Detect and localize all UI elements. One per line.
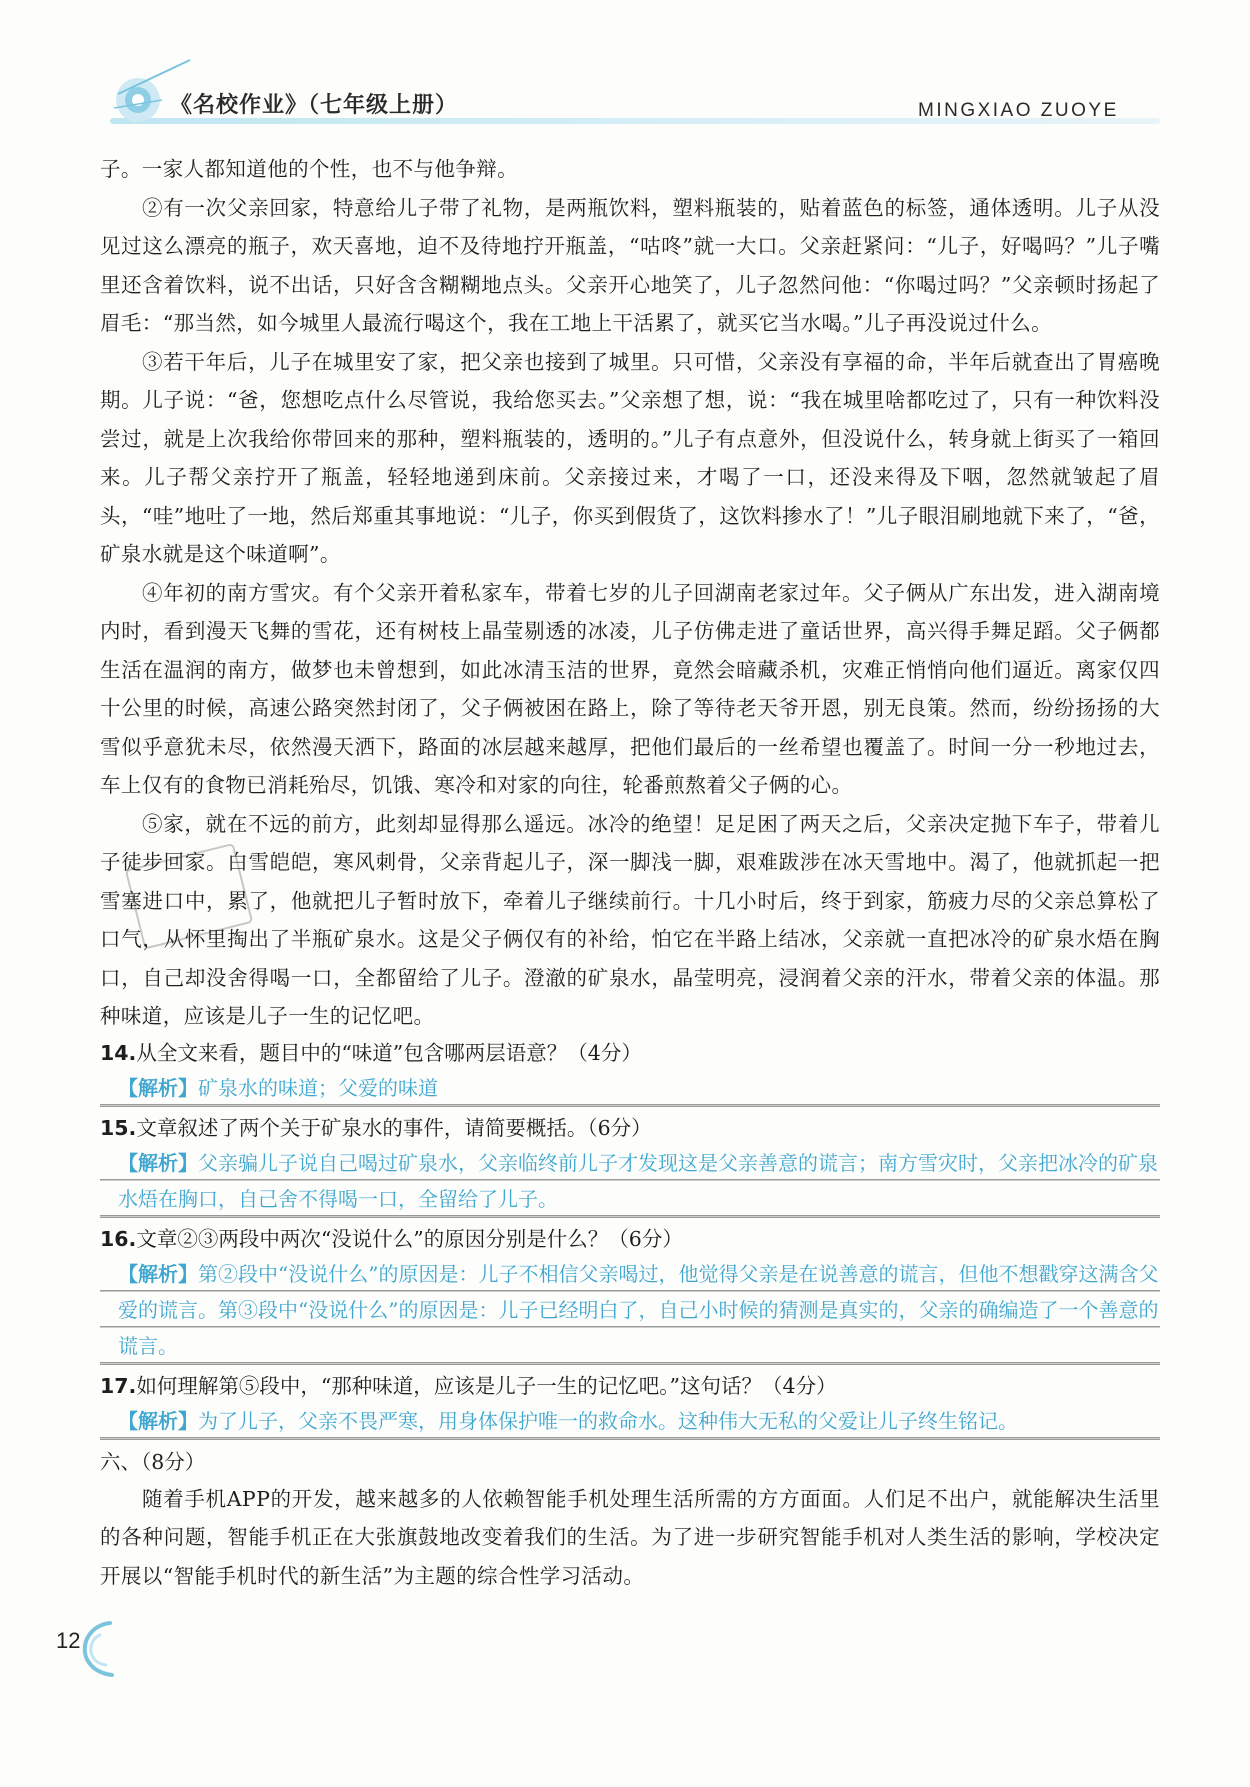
passage-paragraph-2: ②有一次父亲回家，特意给儿子带了礼物，是两瓶饮料，塑料瓶装的，贴着蓝色的标签，通体透明。儿子从没见过这么漂亮的瓶子，欢天喜地，迫不及待地拧开瓶盖，“咕咚”就一大口。父亲赶紧问：“儿子，好喝吗？”儿子嘴里还含着饮料，说不出话，只好含含糊糊地点头。父亲开心地笑了，儿子忽然问他：“你喝过吗？”父亲顿时扬起了眉毛：“那当然，如今城里人最流行喝这个，我在工地上干活累了，就买它当水喝。”儿子再没说过什么。: [100, 195, 1160, 335]
question-14: [100, 1036, 1160, 1070]
passage-paragraph-3: ③若干年后，儿子在城里安了家，把父亲也接到了城里。只可惜，父亲没有享福的命，半年后就查出了胃癌晚期。儿子说：“爸，您想吃点什么尽管说，我给您买去。”父亲想了想，说：“我在城里啥都吃过了，只有一种饮料没尝过，就是上次我给你带回来的那种，塑料瓶装的，透明的。”儿子有点意外，但没说什么，转身就上街买了一箱回来。儿子帮父亲拧开了瓶盖，轻轻地递到床前。父亲接过来，才喝了一口，还没来得及下咽，忽然就皱起了眉头，“哇”地吐了一地，然后郑重其事地说：“儿子，你买到假货了，这饮料掺水了！”儿子眼泪刷地就下来了，“爸，矿泉水就是这个味道啊”。: [100, 349, 1160, 566]
question-number: 15.: [100, 1115, 137, 1140]
answer-14: [100, 1070, 1160, 1107]
brand-name: MINGXIAO ZUOYE: [918, 100, 1119, 121]
answer-tag: 【解析】: [118, 1408, 198, 1433]
question-text: 文章叙述了两个关于矿泉水的事件，请简要概括。（6分）: [136, 1115, 652, 1140]
section-6-heading: 六、（8分）: [100, 1449, 206, 1474]
section-6-paragraph: 随着手机APP的开发，越来越多的人依赖智能手机处理生活所需的方方面面。人们足不出户，就能解决生活里的各种问题，智能手机正在大张旗鼓地改变着我们的生活。为了进一步研究智能手机对人类生活的影响，学校决定开展以“智能手机时代的新生活”为主题的综合性学习活动。: [100, 1486, 1160, 1588]
question-number: 14.: [100, 1040, 137, 1065]
answer-tag: 【解析】: [118, 1261, 198, 1286]
answer-15: [100, 1145, 1160, 1218]
answer-17: [100, 1403, 1160, 1440]
question-text: 文章②③两段中两次“没说什么”的原因分别是什么？（6分）: [136, 1226, 683, 1251]
question-number: 17.: [100, 1373, 137, 1398]
answer-16: [100, 1256, 1160, 1365]
question-text: 从全文来看，题目中的“味道”包含哪两层语意？（4分）: [136, 1040, 642, 1065]
passage-paragraph-continued: 子。一家人都知道他的个性，也不与他争辩。: [100, 157, 518, 181]
page-header: [0, 0, 1250, 140]
answer-tag: 【解析】: [118, 1075, 198, 1100]
passage-paragraph-4: ④年初的南方雪灾。有个父亲开着私家车，带着七岁的儿子回湖南老家过年。父子俩从广东出发，进入湖南境内时，看到漫天飞舞的雪花，还有树枝上晶莹剔透的冰凌，儿子仿佛走进了童话世界，高兴得手舞足蹈。父子俩都生活在温润的南方，做梦也未曾想到，如此冰清玉洁的世界，竟然会暗藏杀机，灾难正悄悄向他们逼近。离家仅四十公里的时候，高速公路突然封闭了，父子俩被困在路上，除了等待老天爷开恩，别无良策。然而，纷纷扬扬的大雪似乎意犹未尽，依然漫天洒下，路面的冰层越来越厚，把他们最后的一丝希望也覆盖了。时间一分一秒地过去，车上仅有的食物已消耗殆尽，饥饿、寒冷和对家的向往，轮番煎熬着父子俩的心。: [100, 580, 1160, 797]
answer-text: 矿泉水的味道；父爱的味道: [198, 1075, 438, 1100]
question-15: [100, 1111, 1160, 1145]
passage-paragraph-5: ⑤家，就在不远的前方，此刻却显得那么遥远。冰冷的绝望！足足困了两天之后，父亲决定抛下车子，带着儿子徒步回家。白雪皑皑，寒风刺骨，父亲背起儿子，深一脚浅一脚，艰难跋涉在冰天雪地中。渴了，他就抓起一把雪塞进口中，累了，他就把儿子暂时放下，牵着儿子继续前行。十几小时后，终于到家，筋疲力尽的父亲总算松了口气，从怀里掏出了半瓶矿泉水。这是父子俩仅有的补给，怕它在半路上结冰，父亲就一直把冰冷的矿泉水焐在胸口，自己却没舍得喝一口，全都留给了儿子。澄澈的矿泉水，晶莹明亮，浸润着父亲的汗水，带着父亲的体温。那种味道，应该是儿子一生的记忆吧。: [100, 811, 1160, 1028]
answer-text: 第②段中“没说什么”的原因是：儿子不相信父亲喝过，他觉得父亲是在说善意的谎言，但他不想戳穿这满含父爱的谎言。第③段中“没说什么”的原因是：儿子已经明白了，自己小时候的猜测是真实的，父亲的确编造了一个善意的谎言。: [118, 1261, 1159, 1358]
question-number: 16.: [100, 1226, 137, 1251]
answer-text: 为了儿子，父亲不畏严寒，用身体保护唯一的救命水。这种伟大无私的父爱让儿子终生铭记。: [198, 1408, 1018, 1433]
page-content: [100, 150, 1160, 1595]
answer-text: 父亲骗儿子说自己喝过矿泉水，父亲临终前儿子才发现这是父亲善意的谎言；南方雪灾时，父亲把冰冷的矿泉水焐在胸口，自己舍不得喝一口，全留给了儿子。: [118, 1150, 1158, 1211]
question-16: [100, 1222, 1160, 1256]
question-17: [100, 1369, 1160, 1403]
book-title: 《名校作业》（七年级上册）: [170, 93, 459, 118]
question-text: 如何理解第⑤段中，“那种味道，应该是儿子一生的记忆吧。”这句话？（4分）: [136, 1373, 837, 1398]
footer-swirl-icon: [70, 1615, 190, 1685]
answer-tag: 【解析】: [118, 1150, 198, 1175]
page-number: 12: [56, 1628, 81, 1653]
